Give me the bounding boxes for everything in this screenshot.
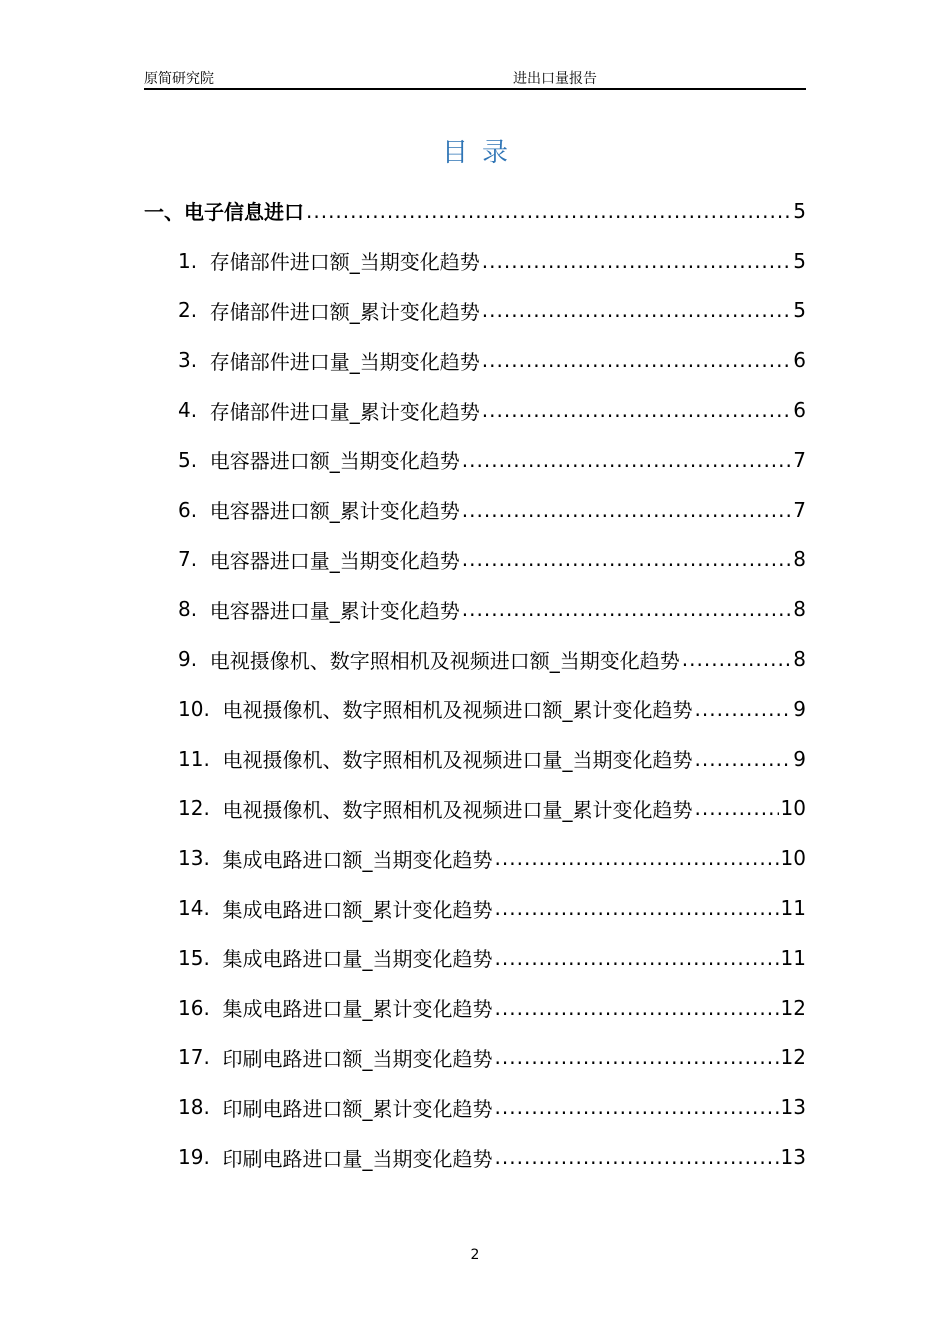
toc-dot-leader	[695, 697, 792, 721]
toc-entry-title: 集成电路进口额_累计变化趋势	[222, 897, 493, 922]
toc-entry-page: 5	[793, 198, 806, 223]
header-organization: 原简研究院	[144, 71, 214, 87]
toc-dot-leader	[462, 498, 791, 522]
toc-entry[interactable]	[144, 784, 806, 834]
toc-entry-title: 电视摄像机、数字照相机及视频进口额_累计变化趋势	[222, 698, 693, 723]
toc-entry[interactable]	[144, 385, 806, 435]
toc-entry-page: 7	[793, 447, 806, 472]
toc-entry[interactable]	[144, 883, 806, 933]
toc-entry[interactable]	[144, 236, 806, 286]
toc-entry-page: 10	[780, 796, 806, 821]
toc-entry-number: 16.	[178, 995, 223, 1020]
toc-entry-page: 8	[793, 647, 806, 672]
toc-entry-number: 2.	[178, 298, 210, 323]
toc-entry[interactable]	[144, 435, 806, 485]
toc-entry-page: 11	[780, 945, 806, 970]
toc-entry-title: 印刷电路进口额_当期变化趋势	[222, 1046, 493, 1071]
toc-entry-page: 5	[793, 298, 806, 323]
toc-dot-leader	[462, 547, 791, 571]
toc-entry-title: 电容器进口量_当期变化趋势	[209, 548, 460, 573]
toc-entry-title: 电视摄像机、数字照相机及视频进口额_当期变化趋势	[209, 648, 680, 673]
toc-entry-page: 12	[780, 1045, 806, 1070]
table-of-contents	[144, 186, 806, 1182]
toc-dot-leader	[482, 249, 791, 273]
toc-entry-number: 19.	[178, 1145, 223, 1170]
toc-entry-number: 1.	[178, 248, 210, 273]
toc-entry-number: 10.	[178, 696, 223, 721]
toc-entry-title: 电视摄像机、数字照相机及视频进口量_累计变化趋势	[222, 797, 693, 822]
toc-entry[interactable]	[144, 734, 806, 784]
toc-dot-leader	[682, 647, 791, 671]
toc-entry-page: 11	[780, 896, 806, 921]
toc-entry-page: 9	[793, 696, 806, 721]
toc-entry-page: 7	[793, 497, 806, 522]
toc-entry[interactable]	[144, 1033, 806, 1083]
toc-dot-leader	[482, 298, 791, 322]
toc-dot-leader	[495, 1145, 779, 1169]
toc-dot-leader	[495, 996, 779, 1020]
page-number: 2	[470, 1247, 480, 1263]
toc-entry-title: 电视摄像机、数字照相机及视频进口量_当期变化趋势	[222, 748, 693, 773]
toc-entry[interactable]	[144, 584, 806, 634]
toc-title: 目录	[441, 138, 522, 168]
toc-dot-leader	[462, 597, 791, 621]
toc-entry-title: 集成电路进口量_当期变化趋势	[222, 947, 493, 972]
toc-entry-page: 13	[780, 1095, 806, 1120]
toc-dot-leader	[695, 796, 779, 820]
toc-entry-page: 8	[793, 597, 806, 622]
toc-entry[interactable]	[144, 1132, 806, 1182]
toc-dot-leader	[495, 946, 779, 970]
toc-entry-title: 集成电路进口额_当期变化趋势	[222, 847, 493, 872]
toc-entry[interactable]	[144, 983, 806, 1033]
toc-entry[interactable]	[144, 933, 806, 983]
toc-entry-page: 9	[793, 746, 806, 771]
toc-entry-title: 印刷电路进口额_累计变化趋势	[222, 1096, 493, 1121]
toc-entry-title: 存储部件进口量_累计变化趋势	[209, 399, 480, 424]
toc-entry-title: 存储部件进口量_当期变化趋势	[209, 349, 480, 374]
toc-entry-number: 7.	[178, 547, 210, 572]
toc-entry-number: 5.	[178, 447, 210, 472]
toc-entry-number: 3.	[178, 348, 210, 373]
toc-dot-leader	[482, 348, 791, 372]
toc-entry-number: 13.	[178, 846, 223, 871]
toc-dot-leader	[495, 1045, 779, 1069]
toc-entry[interactable]	[144, 634, 806, 684]
toc-entry-page: 5	[793, 248, 806, 273]
toc-entry-number: 15.	[178, 945, 223, 970]
toc-entry-page: 8	[793, 547, 806, 572]
toc-entry-title: 存储部件进口额_当期变化趋势	[209, 250, 480, 275]
toc-dot-leader	[306, 199, 791, 223]
toc-entry-title: 一、电子信息进口	[144, 200, 304, 225]
toc-entry[interactable]	[144, 684, 806, 734]
toc-entry[interactable]	[144, 833, 806, 883]
toc-entry-number: 11.	[178, 746, 223, 771]
toc-entry-title: 集成电路进口量_累计变化趋势	[222, 997, 493, 1022]
toc-dot-leader	[482, 398, 791, 422]
toc-entry[interactable]	[144, 335, 806, 385]
toc-entry-title: 电容器进口量_累计变化趋势	[209, 598, 460, 623]
toc-entry-title: 存储部件进口额_累计变化趋势	[209, 299, 480, 324]
toc-entry[interactable]	[144, 1082, 806, 1132]
toc-dot-leader	[495, 846, 779, 870]
toc-entry-title: 印刷电路进口量_当期变化趋势	[222, 1146, 493, 1171]
toc-entry-number: 8.	[178, 597, 210, 622]
toc-entry-page: 6	[793, 398, 806, 423]
toc-entry-title: 电容器进口额_累计变化趋势	[209, 499, 460, 524]
toc-entry-number: 4.	[178, 398, 210, 423]
toc-entry[interactable]	[144, 186, 806, 236]
toc-entry-page: 6	[793, 348, 806, 373]
toc-entry[interactable]	[144, 535, 806, 585]
toc-entry-number: 14.	[178, 896, 223, 921]
toc-entry-page: 12	[780, 995, 806, 1020]
toc-entry-number: 17.	[178, 1045, 223, 1070]
toc-dot-leader	[495, 896, 779, 920]
toc-entry-number: 6.	[178, 497, 210, 522]
toc-entry[interactable]	[144, 286, 806, 336]
toc-dot-leader	[462, 448, 791, 472]
header-report-title: 进出口量报告	[513, 71, 597, 87]
toc-entry-page: 13	[780, 1145, 806, 1170]
page-header	[144, 68, 806, 90]
toc-entry-number: 18.	[178, 1095, 223, 1120]
toc-entry-page: 10	[780, 846, 806, 871]
toc-entry-title: 电容器进口额_当期变化趋势	[209, 449, 460, 474]
toc-entry-number: 12.	[178, 796, 223, 821]
toc-entry-number: 9.	[178, 647, 210, 672]
toc-entry[interactable]	[144, 485, 806, 535]
toc-dot-leader	[495, 1095, 779, 1119]
toc-dot-leader	[695, 747, 792, 771]
